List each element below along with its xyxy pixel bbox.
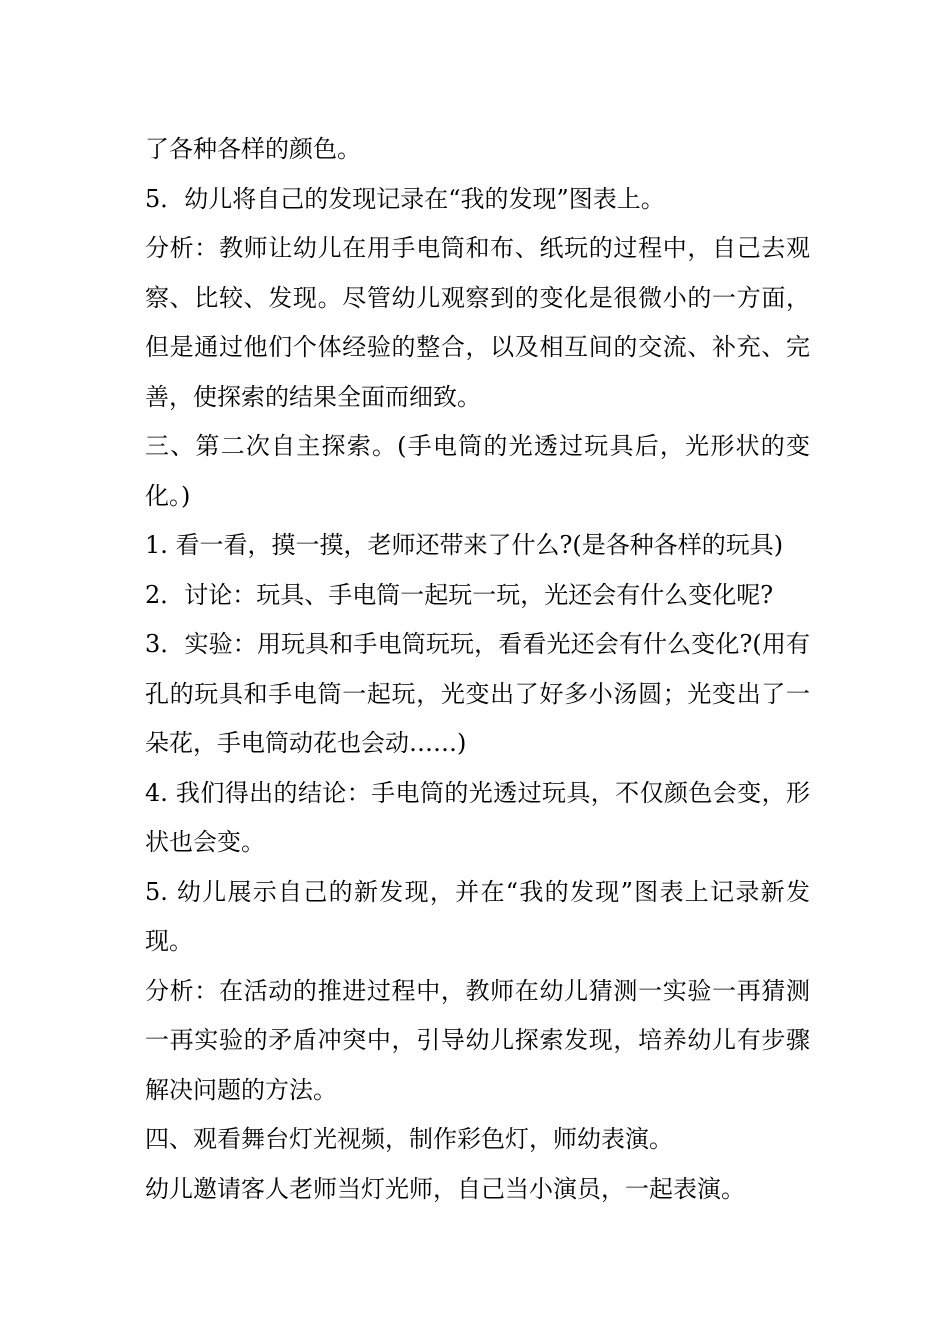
document-body: [145, 125, 810, 1214]
paragraph-step-5-record: 5．幼儿将自己的发现记录在“我的发现”图表上。: [145, 184, 665, 213]
paragraph-step-2: 2．讨论：玩具、手电筒一起玩一玩，光还会有什么变化呢?: [145, 580, 774, 609]
paragraph-color-ending: 了各种各样的颜色。: [145, 135, 361, 163]
paragraph-step-3: 3．实验：用玩具和手电筒玩玩，看看光还会有什么变化?(用有孔的玩具和手电筒一起玩，光变出了好多小汤圆；光变出了一朵花，手电筒动花也会动……): [145, 630, 810, 757]
paragraph-step-1: 1. 看一看，摸一摸，老师还带来了什么?(是各种各样的玩具): [145, 531, 784, 559]
paragraph-step-5-new: 5. 幼儿展示自己的新发现，并在“我的发现”图表上记录新发现。: [145, 877, 810, 955]
paragraph-analysis-2: 分析：在活动的推进过程中，教师在幼儿猜测一实验一再猜测一再实验的矛盾冲突中，引导幼儿探索发现，培养幼儿有步骤解决问题的方法。: [145, 976, 810, 1104]
paragraph-step-4: 4. 我们得出的结论：手电筒的光透过玩具，不仅颜色会变，形状也会变。: [145, 778, 810, 856]
section-heading-3: 三、第二次自主探索。(手电筒的光透过玩具后，光形状的变化。): [145, 432, 810, 510]
paragraph-analysis-1: 分析：教师让幼儿在用手电筒和布、纸玩的过程中，自己去观察、比较、发现。尽管幼儿观察到的变化是很微小的一方面，但是通过他们个体经验的整合，以及相互间的交流、补充、完善，使探索的结果全面而细致。: [145, 234, 810, 411]
paragraph-performance: 幼儿邀请客人老师当灯光师，自己当小演员，一起表演。: [145, 1174, 745, 1203]
section-heading-4: 四、观看舞台灯光视频，制作彩色灯，师幼表演。: [145, 1125, 673, 1153]
